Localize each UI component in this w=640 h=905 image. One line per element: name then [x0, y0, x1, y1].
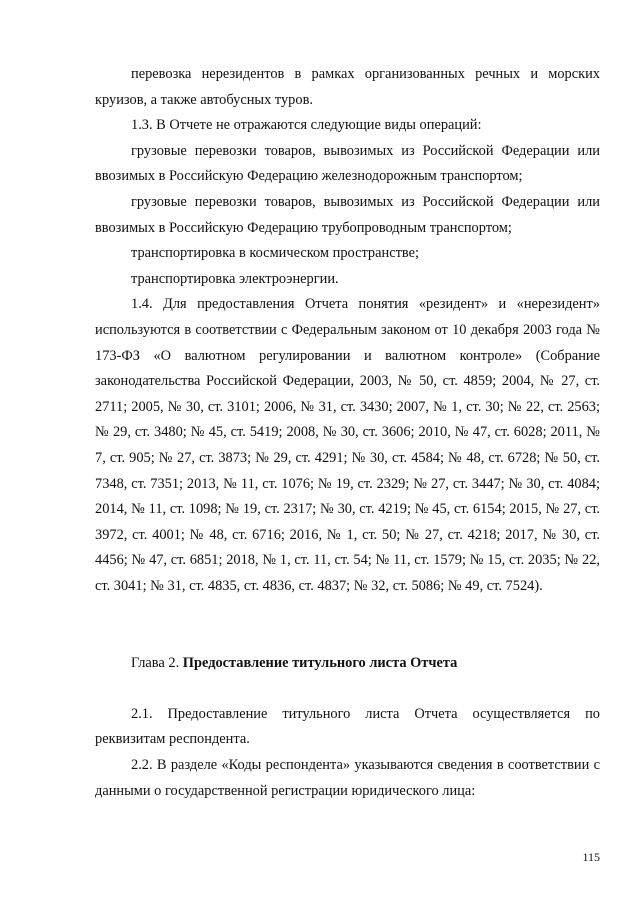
paragraph-railway-transport: грузовые перевозки товаров, вывозимых из Российской Федерации или ввозимых в Российскую Федерацию железнодорожным транспортом;	[95, 142, 600, 185]
paragraph-space-transport: транспортировка в космическом пространстве;	[131, 245, 419, 262]
spacer	[95, 599, 600, 625]
page-number: 115	[582, 850, 600, 864]
chapter-heading	[95, 651, 600, 677]
paragraph-electricity-transport: транспортировка электроэнергии.	[131, 270, 339, 287]
paragraph-2-1: 2.1. Предоставление титульного листа Отчета осуществляется по реквизитам респондента.	[95, 705, 600, 748]
document-body	[95, 62, 600, 804]
paragraph-1-3: 1.3. В Отчете не отражаются следующие виды операций:	[131, 117, 482, 134]
spacer	[95, 676, 600, 702]
chapter-prefix: Глава 2.	[131, 654, 183, 671]
paragraph-2-2: 2.2. В разделе «Коды респондента» указываются сведения в соответствии с данными о государственной регистрации юридического лица:	[95, 757, 600, 799]
paragraph-1-4: 1.4. Для предоставления Отчета понятия «резидент» и «нерезидент» используются в соответствии с Федеральным законом от 10 декабря 2003 года № 173-ФЗ «О валютном регулировании и валютном контроле» (Собрание законодательства Российской Федерации, 2003, № 50, ст. 4859; 2004, № 27, ст. 2711; 2005, № 30, ст. 3101; 2006, № 31, ст. 3430; 2007, № 1, ст. 30; № 22, ст. 2563; № 29, ст. 3480; № 45, ст. 5419; 2008, № 30, ст. 3606; 2010, № 47, ст. 6028; 2011, № 7, ст. 905; № 27, ст. 3873; № 29, ст. 4291; № 30, ст. 4584; № 48, ст. 6728; № 50, ст. 7348, ст. 7351; 2013, № 11, ст. 1076; № 19, ст. 2329; № 27, ст. 3447; № 30, ст. 4084; 2014, № 11, ст. 1098; № 19, ст. 2317; № 30, ст. 4219; № 45, ст. 6154; 2015, № 27, ст. 3972, ст. 4001; № 48, ст. 6716; 2016, № 1, ст. 50; № 27, ст. 4218; 2017, № 30, ст. 4456; № 47, ст. 6851; 2018, № 1, ст. 11, ст. 54; № 11, ст. 1579; № 15, ст. 2035; № 22, ст. 3041; № 31, ст. 4835, ст. 4836, ст. 4837; № 32, ст. 5086; № 49, ст. 7524).	[95, 296, 600, 594]
paragraph-pipeline-transport: грузовые перевозки товаров, вывозимых из Российской Федерации или ввозимых в Российскую Федерацию трубопроводным транспортом;	[95, 193, 600, 236]
paragraph-cruises: перевозка нерезидентов в рамках организованных речных и морских круизов, а также автобусных туров.	[95, 66, 600, 108]
chapter-title: Предоставление титульного листа Отчета	[182, 654, 458, 671]
